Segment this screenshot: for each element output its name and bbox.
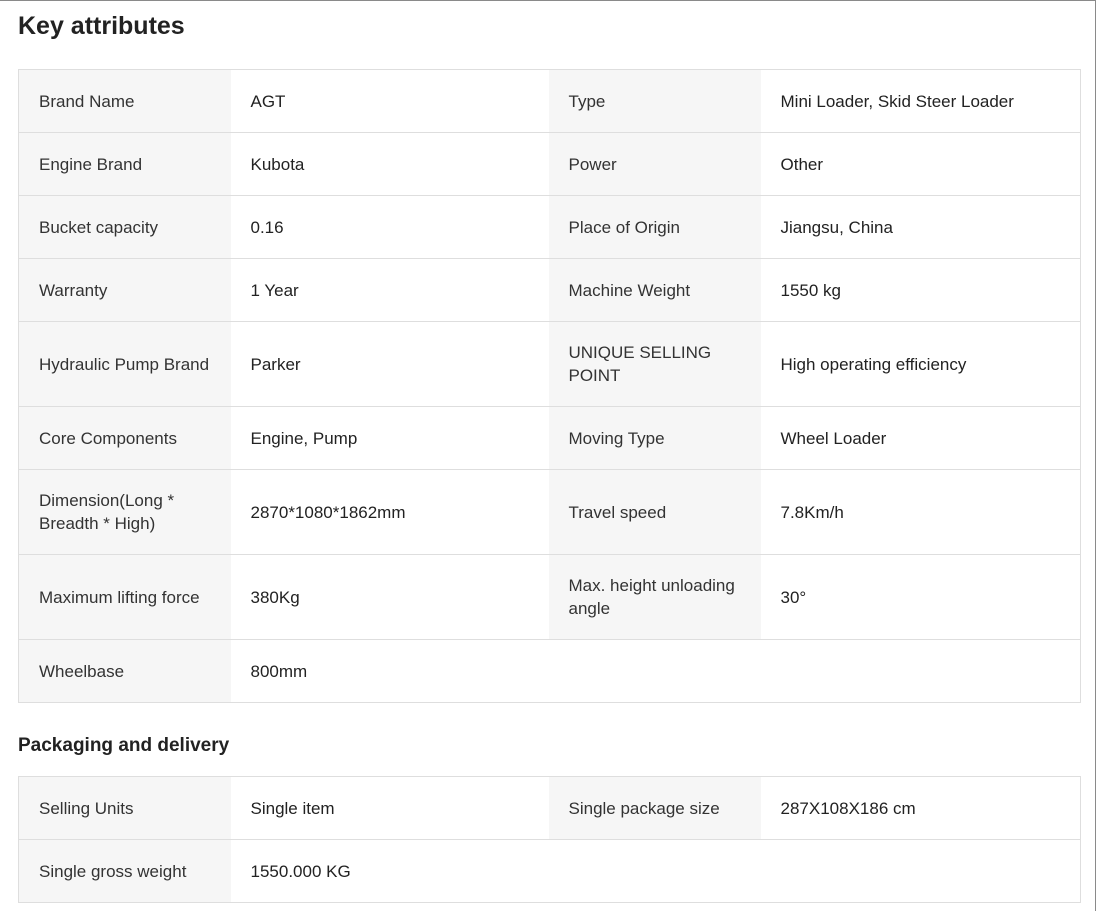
attribute-value: Wheel Loader: [761, 407, 1081, 470]
attribute-value: 2870*1080*1862mm: [231, 470, 549, 555]
attribute-label: Bucket capacity: [19, 196, 231, 259]
attribute-row: [19, 322, 1081, 407]
attribute-row: [19, 640, 1081, 703]
attribute-label: Wheelbase: [19, 640, 231, 703]
attribute-value: 380Kg: [231, 555, 549, 640]
attribute-value: 30°: [761, 555, 1081, 640]
attribute-label: Dimension(Long * Breadth * High): [19, 470, 231, 555]
attribute-value: 1 Year: [231, 259, 549, 322]
attribute-row: [19, 259, 1081, 322]
attribute-label: Place of Origin: [549, 196, 761, 259]
attribute-label: Machine Weight: [549, 259, 761, 322]
attribute-value: 1550.000 KG: [231, 840, 549, 903]
attribute-row: [19, 777, 1081, 840]
attribute-row: [19, 133, 1081, 196]
attribute-value: Jiangsu, China: [761, 196, 1081, 259]
attribute-label: Moving Type: [549, 407, 761, 470]
attribute-row: [19, 196, 1081, 259]
attribute-row: [19, 555, 1081, 640]
attribute-label: Warranty: [19, 259, 231, 322]
attribute-value: Single item: [231, 777, 549, 840]
attribute-label: Travel speed: [549, 470, 761, 555]
attribute-label: Power: [549, 133, 761, 196]
key-attributes-title: Key attributes: [18, 12, 185, 40]
attribute-value: 800mm: [231, 640, 549, 703]
attribute-label: Engine Brand: [19, 133, 231, 196]
attribute-value: Other: [761, 133, 1081, 196]
attribute-label: Single gross weight: [19, 840, 231, 903]
attribute-label: Single package size: [549, 777, 761, 840]
empty-cell: [549, 840, 761, 903]
attribute-value: Mini Loader, Skid Steer Loader: [761, 70, 1081, 133]
attribute-value: Engine, Pump: [231, 407, 549, 470]
attribute-value: 0.16: [231, 196, 549, 259]
attribute-row: [19, 70, 1081, 133]
packaging-title: Packaging and delivery: [18, 735, 230, 756]
attribute-row: [19, 470, 1081, 555]
attribute-value: 1550 kg: [761, 259, 1081, 322]
empty-cell: [549, 640, 761, 703]
attribute-row: [19, 840, 1081, 903]
attribute-label: Maximum lifting force: [19, 555, 231, 640]
attribute-label: Selling Units: [19, 777, 231, 840]
attribute-label: Hydraulic Pump Brand: [19, 322, 231, 407]
attribute-label: Max. height unloading angle: [549, 555, 761, 640]
attribute-value: 7.8Km/h: [761, 470, 1081, 555]
empty-cell: [761, 840, 1081, 903]
attribute-value: AGT: [231, 70, 549, 133]
attribute-label: Core Components: [19, 407, 231, 470]
attribute-value: Parker: [231, 322, 549, 407]
attribute-value: 287X108X186 cm: [761, 777, 1081, 840]
attribute-label: UNIQUE SELLING POINT: [549, 322, 761, 407]
empty-cell: [761, 640, 1081, 703]
attribute-value: High operating efficiency: [761, 322, 1081, 407]
attribute-label: Brand Name: [19, 70, 231, 133]
attribute-value: Kubota: [231, 133, 549, 196]
attribute-label: Type: [549, 70, 761, 133]
key-attributes-table: [18, 69, 1081, 703]
attribute-row: [19, 407, 1081, 470]
packaging-table: [18, 776, 1081, 903]
